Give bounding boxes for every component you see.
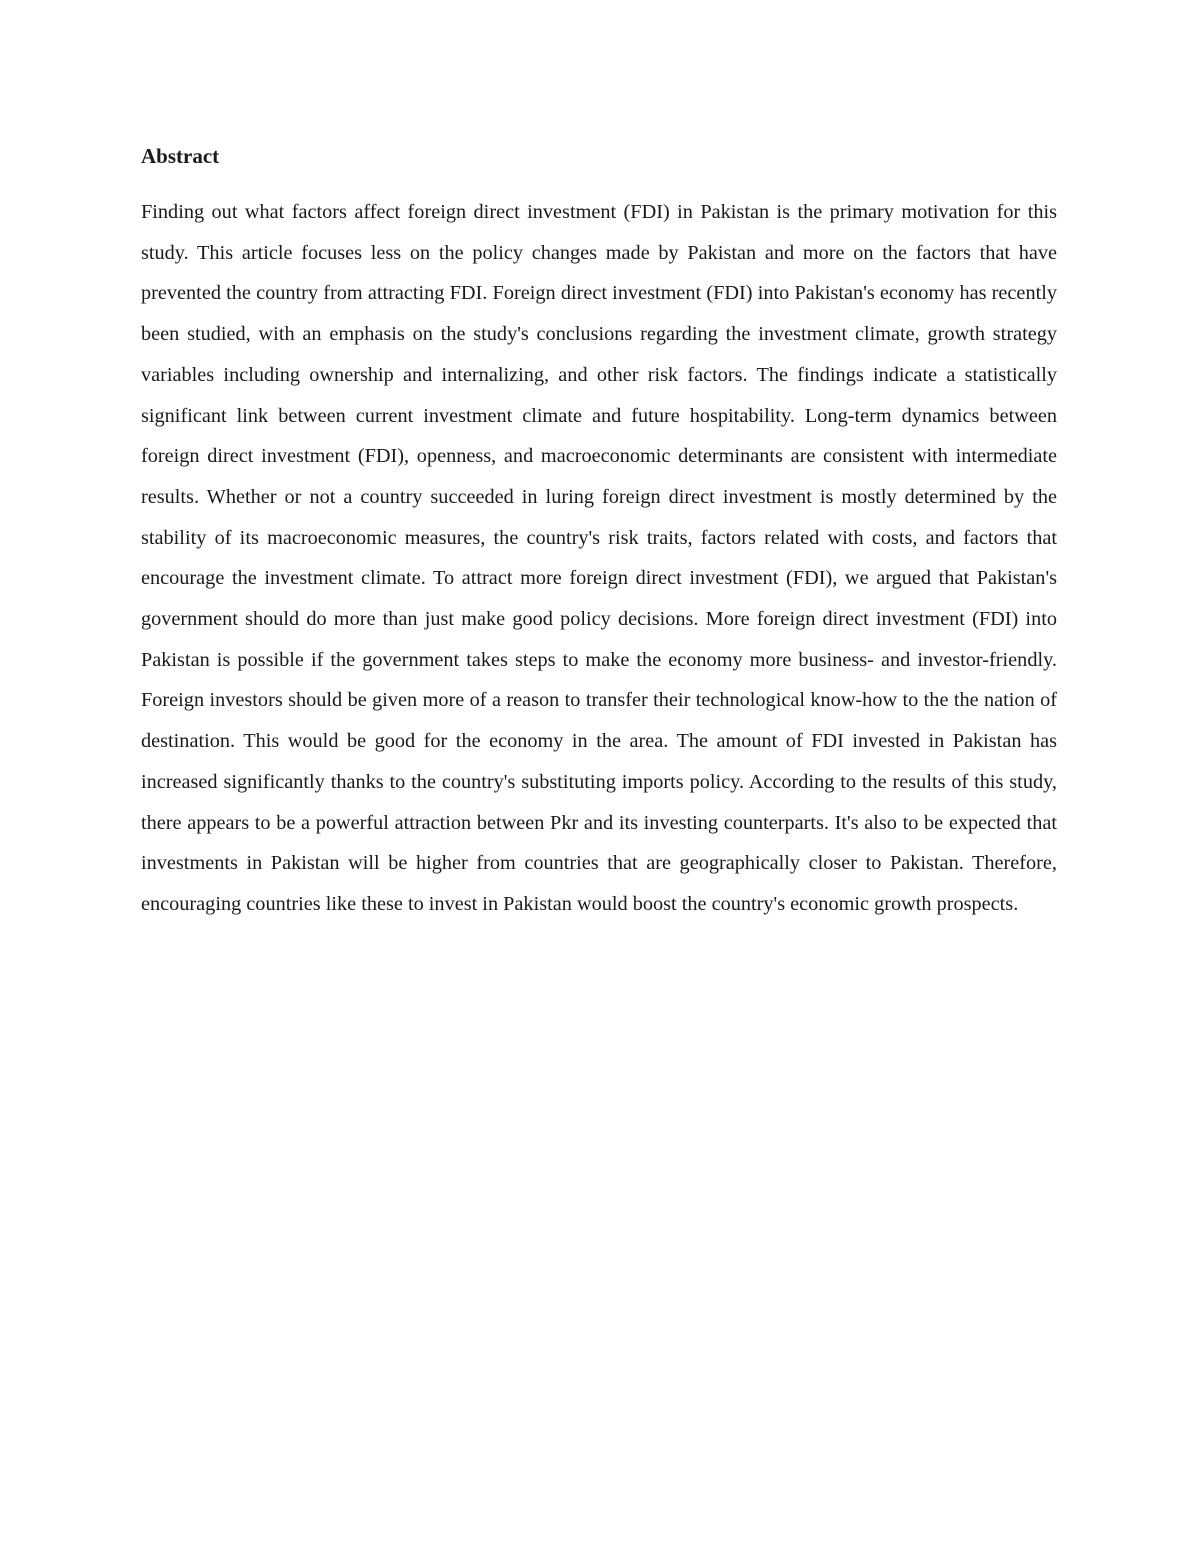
- abstract-paragraph: Finding out what factors affect foreign direct investment (FDI) in Pakistan is the primary motivation for this study. This article focuses less on the policy changes made by Pakistan and more on the factors that have prevented the country from attracting FDI. Foreign direct investment (FDI) into Pakistan's economy has recently been studied, with an emphasis on the study's conclusions regarding the investment climate, growth strategy variables including ownership and internalizing, and other risk factors. The findings indicate a statistically significant link between current investment climate and future hospitability. Long-term dynamics between foreign direct investment (FDI), openness, and macroeconomic determinants are consistent with intermediate results. Whether or not a country succeeded in luring foreign direct investment is mostly determined by the stability of its macroeconomic measures, the country's risk traits, factors related with costs, and factors that encourage the investment climate. To attract more foreign direct investment (FDI), we argued that Pakistan's government should do more than just make good policy decisions. More foreign direct investment (FDI) into Pakistan is possible if the government takes steps to make the economy more business- and investor-friendly. Foreign investors should be given more of a reason to transfer their technological know-how to the the nation of destination. This would be good for the economy in the area. The amount of FDI invested in Pakistan has increased significantly thanks to the country's substituting imports policy. According to the results of this study, there appears to be a powerful attraction between Pkr and its investing counterparts. It's also to be expected that investments in Pakistan will be higher from countries that are geographically closer to Pakistan. Therefore, encouraging countries like these to invest in Pakistan would boost the country's economic growth prospects.: [141, 201, 1057, 915]
- abstract-heading: Abstract: [141, 144, 220, 168]
- abstract-section: [141, 138, 1057, 925]
